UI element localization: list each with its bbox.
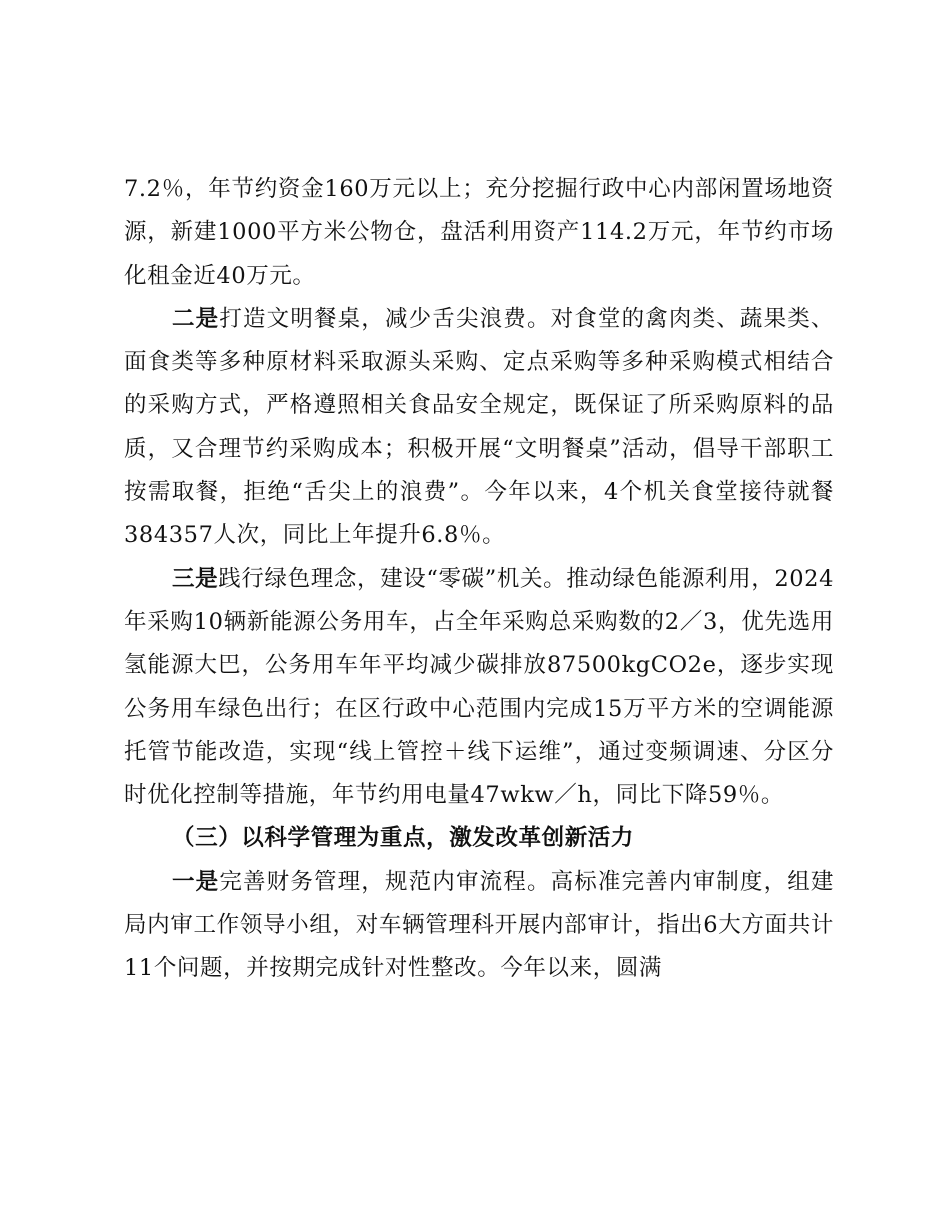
section-heading: （三）以科学管理为重点，激发改革创新活力 [172,825,635,852]
paragraph-third-point [124,558,834,818]
paragraph-second-point [124,298,834,558]
paragraph-continuation [124,168,834,298]
paragraph-text: 7.2％，年节约资金160万元以上；充分挖掘行政中心内部闲置场地资源，新建1000平方米公物仓，盘活利用资产114.2万元，年节约市场化租金近40万元。 [124,176,834,289]
paragraph-text: 完善财务管理，规范内审流程。高标准完善内审制度，组建局内审工作领导小组，对车辆管理科开展内部审计，指出6大方面共计11个问题，并按期完成针对性整改。今年以来，圆满 [124,868,834,982]
paragraph-text: 打造文明餐桌，减少舌尖浪费。对食堂的禽肉类、蔬果类、面食类等多种原材料采取源头采购、定点采购等多种采购模式相结合的采购方式，严格遵照相关食品安全规定，既保证了所采购原料的品质，又合理节约采购成本；积极开展“文明餐桌”活动，倡导干部职工按需取餐，拒绝“舌尖上的浪费”。今年以来，4个机关食堂接待就餐384357人次，同比上年提升6.8％。 [124,305,834,549]
paragraph-lead: 三是 [172,565,219,592]
paragraph-lead: 一是 [172,868,220,895]
paragraph-lead: 二是 [172,305,220,332]
paragraph-text: 践行绿色理念，建设“零碳”机关。推动绿色能源利用，2024年采购10辆新能源公务用车，占全年采购总采购数的2／3，优先选用氢能源大巴，公务用车年平均减少碳排放87500kgCO2e，逐步实现公务用车绿色出行；在区行政中心范围内完成15万平方米的空调能源托管节能改造，实现“线上管控＋线下运维”，通过变频调速、分区分时优化控制等措施，年节约用电量47wkw／h，同比下降59％。 [124,565,834,809]
document-body [124,168,834,991]
paragraph-first-point [124,861,834,991]
